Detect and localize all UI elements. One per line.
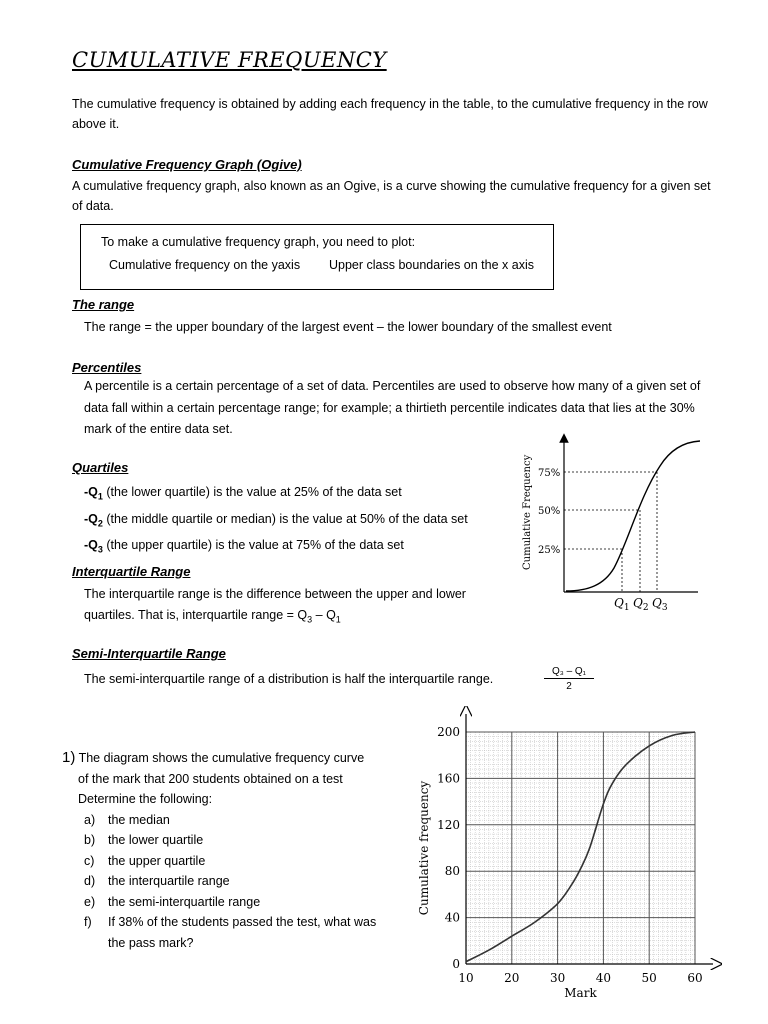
question-item: d) the interquartile range [84,874,230,888]
x-tick-labels [458,971,702,985]
question-block: 1) The diagram shows the cumulative frequency curve of the mark that 200 students obtained on a test Determine the following: a) the median b) the lower quartile c) the upper quartile d) the interquartile range e) the semi-interquartile range f) If 38% of the students passed the test, what was the pass mark? [62,748,376,953]
question-number: 1) [62,749,76,766]
y-axis-label: Cumulative frequency [417,780,431,916]
page-title: CUMULATIVE FREQUENCY [72,48,387,72]
level-label: 50% [538,506,561,517]
siqr-text: The semi-interquartile range of a distribution is half the interquartile range. [84,672,494,686]
x-tick-label: 40 [595,971,612,985]
question-item: b) the lower quartile [84,833,204,847]
percentiles-heading: Percentiles [72,360,142,375]
ogive-curve [566,441,700,591]
question-item: f) If 38% of the students passed the test, what was [84,915,377,929]
q1-label: $Q_1$ [614,596,630,613]
box-line: To make a cumulative frequency graph, you need to plot: [101,235,416,249]
question-item: a) the median [84,812,170,827]
quartiles-heading: Quartiles [72,460,129,475]
y-tick-label: 200 [437,725,460,739]
question-item: the pass mark? [108,935,194,950]
x-tick-label: 30 [549,971,566,985]
y-tick-label: 40 [444,910,460,925]
iqr-heading: Interquartile Range [72,564,191,579]
y-tick-labels [437,725,460,971]
range-text: The range = the upper boundary of the largest event – the lower boundary of the smallest event [84,320,612,334]
box-item-yaxis: Cumulative frequency on the yaxis [109,258,301,272]
question-items [62,810,376,954]
y-tick-label: 0 [452,957,460,971]
box-item-xaxis: Upper class boundaries on the x axis [329,258,534,272]
x-tick-label: 50 [641,971,657,985]
quartile-item: $-Q_2$ (the middle quartile or median) is the value at 50% of the data set [84,511,468,528]
ogive-info-box [80,224,554,290]
question-item: e) the semi-interquartile range [84,894,261,909]
siqr-heading: Semi-Interquartile Range [72,646,226,661]
y-tick-label: 120 [437,817,460,832]
iqr-text: The interquartile range is the difference between the upper and lower quartiles. That is, interquartile range = $Q_3 - Q_1$ [84,587,466,625]
level-label: 25% [538,545,561,556]
range-heading: The range [72,297,135,312]
ogive-y-label: Cumulative Frequency [522,454,533,570]
x-tick-label: 10 [458,971,474,985]
siqr-formula: $\frac{\text{Q₃ – Q₁}}{2}$ [544,666,594,692]
grid-minor [466,732,695,964]
y-tick-label: 80 [444,864,460,879]
q3-label: $Q_3$ [652,596,668,613]
level-label: 75% [538,468,561,479]
question-item: c) the upper quartile [84,853,206,868]
percentiles-text: A percentile is a certain percentage of a set of data. Percentiles are used to observe how many of a given set of data fall within a certain percentage range; for example; a thirtieth percentile indicates data that lies at the 30% mark of the entire data set. [84,379,701,436]
x-tick-label: 20 [504,971,520,985]
quartiles-list [84,481,468,561]
intro-text: The cumulative frequency is obtained by adding each frequency in the table, to the cumulative frequency in the row above it. [72,97,708,131]
quartile-item: $-Q_3$ (the upper quartile) is the value at 75% of the data set [84,538,404,555]
ogive-heading: Cumulative Frequency Graph (Ogive) [72,157,302,172]
cumulative-frequency-chart [412,706,722,1006]
ogive-text: A cumulative frequency graph, also known as an Ogive, is a curve showing the cumulative frequency for a given set of data. [72,179,711,213]
quartile-item: $-Q_1$ (the lower quartile) is the value at 25% of the data set [84,485,402,502]
x-axis-label: Mark [564,986,597,1000]
x-tick-label: 60 [687,971,703,985]
q2-label: $Q_2$ [633,596,649,613]
ogive-diagram [518,430,713,615]
y-tick-label: 160 [437,771,460,786]
